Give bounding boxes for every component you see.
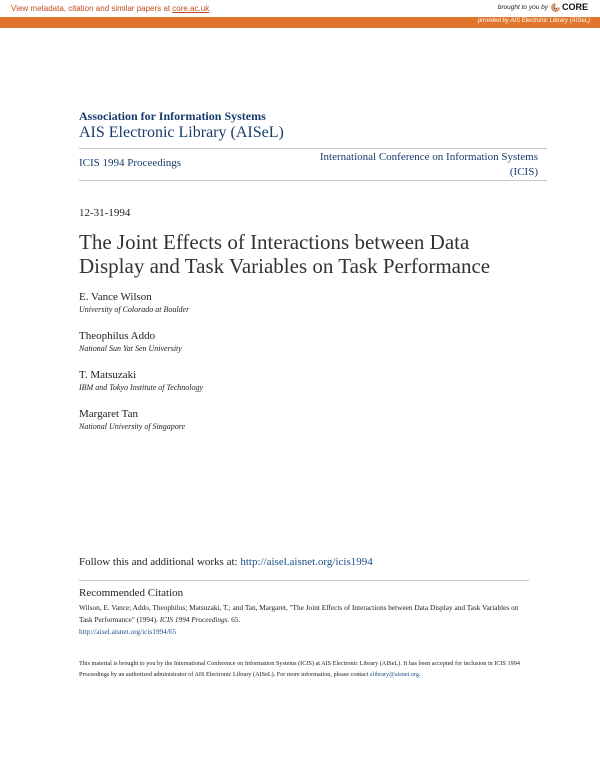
citation-heading: Recommended Citation <box>79 587 184 599</box>
access-notice <box>79 658 529 680</box>
header-divider-top <box>79 148 547 149</box>
author-item <box>79 368 499 393</box>
author-name: E. Vance Wilson <box>79 291 152 303</box>
brought-to-you <box>498 2 588 12</box>
citation-divider <box>79 580 529 581</box>
library-name[interactable]: AIS Electronic Library (AISeL) <box>79 124 284 141</box>
core-logo[interactable] <box>551 2 588 12</box>
citation-proceedings: ICIS 1994 Proceedings <box>159 615 228 624</box>
notice-end: . <box>418 671 421 678</box>
citation-body <box>79 602 524 638</box>
author-item <box>79 329 499 354</box>
core-provided-strip <box>0 17 600 28</box>
citation-text: Wilson, E. Vance; Addo, Theophilus; Matsuzaki, T.; and Tan, Margaret, "The Joint Effects of Interactions between Data Display and Task Variables on Task Performance" (1994). <box>79 603 519 624</box>
citation-link[interactable]: http://aisel.aisnet.org/icis1994/65 <box>79 627 177 636</box>
core-logo-icon <box>551 3 560 12</box>
author-affiliation: National Sun Yat Sen University <box>79 344 182 353</box>
author-item <box>79 290 499 315</box>
author-affiliation: National University of Singapore <box>79 422 186 431</box>
contact-email-link[interactable]: elibrary@aisnet.org <box>369 671 419 678</box>
follow-link[interactable]: http://aisel.aisnet.org/icis1994 <box>240 556 373 568</box>
follow-line <box>79 556 373 568</box>
brought-text: brought to you by <box>497 3 548 11</box>
header-divider-bottom <box>79 180 547 181</box>
author-name: Theophilus Addo <box>79 330 156 342</box>
follow-text: Follow this and additional works at: <box>79 556 241 568</box>
author-affiliation: IBM and Tokyo Institute of Technology <box>79 383 204 392</box>
core-metadata-link[interactable] <box>11 4 209 13</box>
author-item <box>79 407 499 432</box>
conference-link[interactable]: International Conference on Information Systems (ICIS) <box>319 151 538 178</box>
core-link-domain[interactable]: core.ac.uk <box>172 4 210 13</box>
paper-title: The Joint Effects of Interactions between Data Display and Task Variables on Task Performance <box>79 230 491 278</box>
collection-link[interactable]: ICIS 1994 Proceedings <box>79 157 182 169</box>
core-link-prefix: View metadata, citation and similar papers at <box>11 4 173 13</box>
provided-by-text[interactable]: provided by AIS Electronic Library (AISeL) <box>477 18 590 24</box>
author-name: T. Matsuzaki <box>79 369 137 381</box>
publication-date: 12-31-1994 <box>79 207 131 219</box>
org-name[interactable]: Association for Information Systems <box>79 109 266 123</box>
core-banner <box>0 0 600 18</box>
notice-text: This material is brought to you by the International Conference on Information Systems (ICIS) at AIS Electronic Library (AISeL). It has been accepted for inclusion in ICIS 1994 Proceedings by an authorized administrator of AIS Electronic Library (AISeL). For more information, please contact <box>79 660 520 678</box>
author-list <box>79 290 499 446</box>
author-affiliation: University of Colorado at Boulder <box>79 305 190 314</box>
library-header <box>79 110 284 142</box>
author-name: Margaret Tan <box>79 408 138 420</box>
core-logo-text: CORE <box>561 2 588 12</box>
citation-text-end: . 65. <box>227 615 241 624</box>
